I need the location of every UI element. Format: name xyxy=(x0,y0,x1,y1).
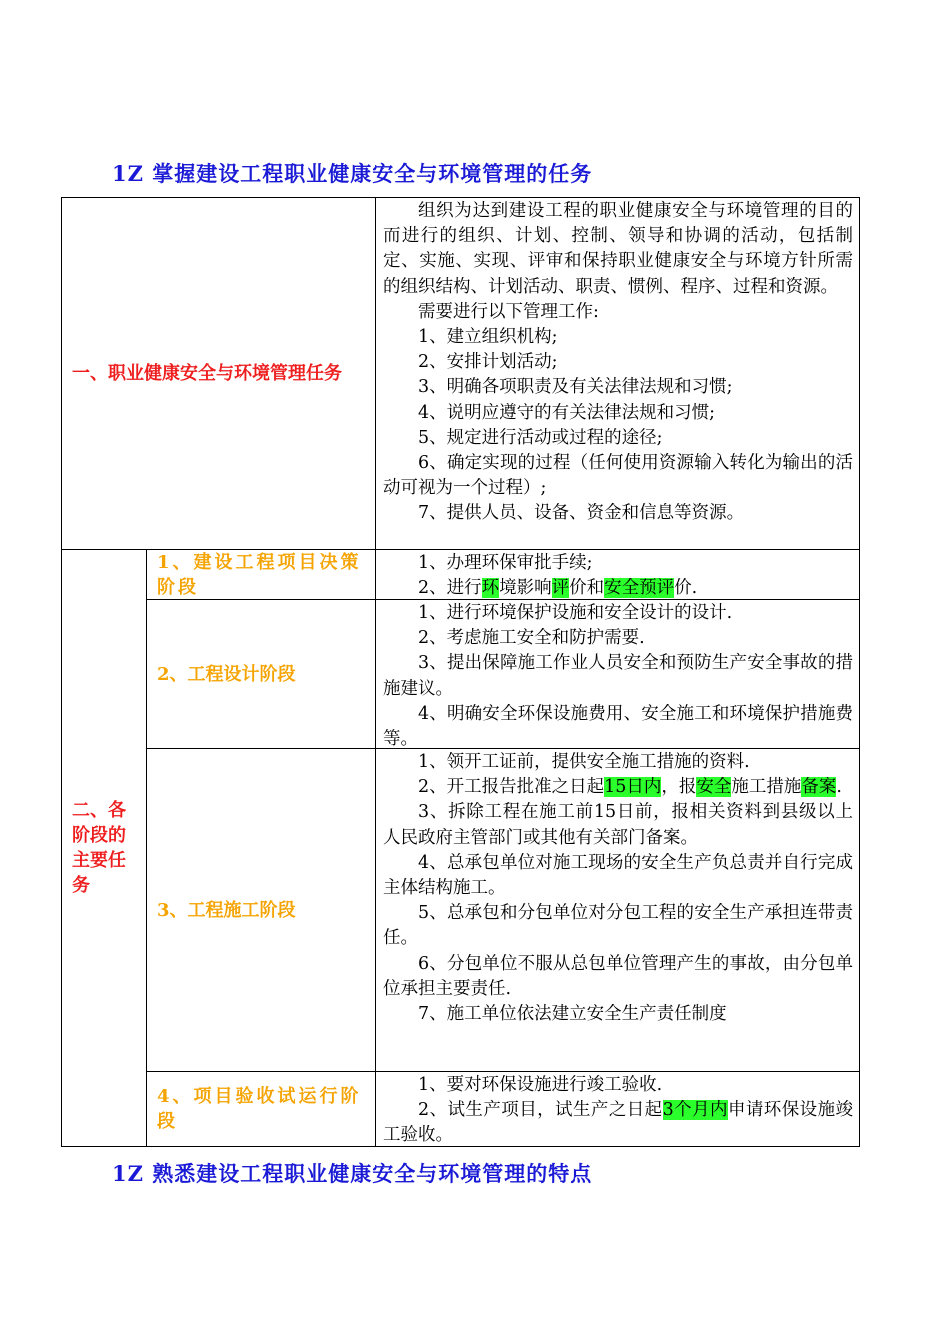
phase2-label-text: 2、工程设计阶段 xyxy=(157,663,296,685)
phase3-label xyxy=(146,748,375,1071)
list-item: 2、安排计划活动; xyxy=(418,352,558,373)
list-item: 5、规定进行活动或过程的途径; xyxy=(418,427,663,448)
tasks-table xyxy=(61,197,860,1147)
list-item: 1、领开工证前，提供安全施工措施的资料. xyxy=(418,752,750,772)
highlight: 安全 xyxy=(696,777,732,798)
list-item: 1、建立组织机构; xyxy=(418,327,558,348)
phase3-label-text: 3、工程施工阶段 xyxy=(157,899,296,921)
phase1-label xyxy=(146,549,375,599)
highlight: 备案 xyxy=(801,777,837,798)
list-item: 2、考虑施工安全和防护需要. xyxy=(418,628,645,649)
section1-content xyxy=(375,198,859,549)
list-item: 1、要对环保设施进行竣工验收. xyxy=(418,1075,663,1095)
list-item: 2、进行环境影响评价和安全预评价. xyxy=(418,578,698,599)
list-item: 2、开工报告批准之日起15日内，报安全施工措施备案. xyxy=(418,777,842,798)
section2-label-text: 二、各阶段的主要任务 xyxy=(72,800,126,896)
list-item: 1、办理环保审批手续; xyxy=(418,553,593,573)
section1-label-text: 一、职业健康安全与环境管理任务 xyxy=(72,363,342,384)
highlight: 15日内 xyxy=(604,777,662,798)
list-item: 4、说明应遵守的有关法律法规和习惯; xyxy=(418,402,716,423)
phase3-content xyxy=(375,748,859,1071)
section2-label xyxy=(62,549,146,1146)
list-item: 4、明确安全环保设施费用、安全施工和环境保护措施费等。 xyxy=(383,703,853,750)
list-item: 3、提出保障施工作业人员安全和预防生产安全事故的措施建议。 xyxy=(383,653,853,699)
list-item: 3、拆除工程在施工前15日前，报相关资料到县级以上人民政府主管部门或其他有关部门备案。 xyxy=(383,802,853,848)
phase1-label-text: 1、建设工程项目决策阶段 xyxy=(157,551,362,598)
highlight: 评 xyxy=(551,578,570,599)
section-heading-characteristics: 1Z 熟悉建设工程职业健康安全与环境管理的特点 xyxy=(112,1161,593,1186)
list-item: 6、确定实现的过程（任何使用资源输入转化为输出的活动可视为一个过程）; xyxy=(383,453,853,499)
phase2-label xyxy=(146,599,375,748)
section1-need: 需要进行以下管理工作: xyxy=(418,301,599,322)
phase4-label xyxy=(146,1071,375,1146)
phase2-content xyxy=(375,599,859,748)
list-item: 5、总承包和分包单位对分包工程的安全生产承担连带责任。 xyxy=(383,903,853,949)
section1-intro: 组织为达到建设工程的职业健康安全与环境管理的目的而进行的组织、计划、控制、领导和协调的活动，包括制定、实施、实现、评审和保持职业健康安全与环境方针所需的组织结构、计划活动、职责、惯例、程序、过程和资源。 xyxy=(383,201,853,297)
list-item: 2、试生产项目，试生产之日起3个月内申请环保设施竣工验收。 xyxy=(383,1100,854,1146)
list-item: 4、总承包单位对施工现场的安全生产负总责并自行完成主体结构施工。 xyxy=(383,852,853,899)
list-item: 6、分包单位不服从总包单位管理产生的事故，由分包单位承担主要责任. xyxy=(383,953,853,999)
phase4-content xyxy=(375,1071,859,1146)
list-item: 7、提供人员、设备、资金和信息等资源。 xyxy=(418,503,745,524)
highlight: 安全预评 xyxy=(604,578,675,599)
phase1-content xyxy=(375,549,859,599)
list-item: 7、施工单位依法建立安全生产责任制度 xyxy=(418,1004,727,1025)
section-heading-tasks: 1Z 掌握建设工程职业健康安全与环境管理的任务 xyxy=(112,161,593,186)
highlight: 环 xyxy=(481,578,500,599)
highlight: 3个月内 xyxy=(662,1100,728,1121)
section1-label xyxy=(62,198,375,549)
phase4-label-text: 4、项目验收试运行阶段 xyxy=(157,1086,362,1132)
list-item: 3、明确各项职责及有关法律法规和习惯; xyxy=(418,377,733,398)
list-item: 1、进行环境保护设施和安全设计的设计. xyxy=(418,603,733,623)
